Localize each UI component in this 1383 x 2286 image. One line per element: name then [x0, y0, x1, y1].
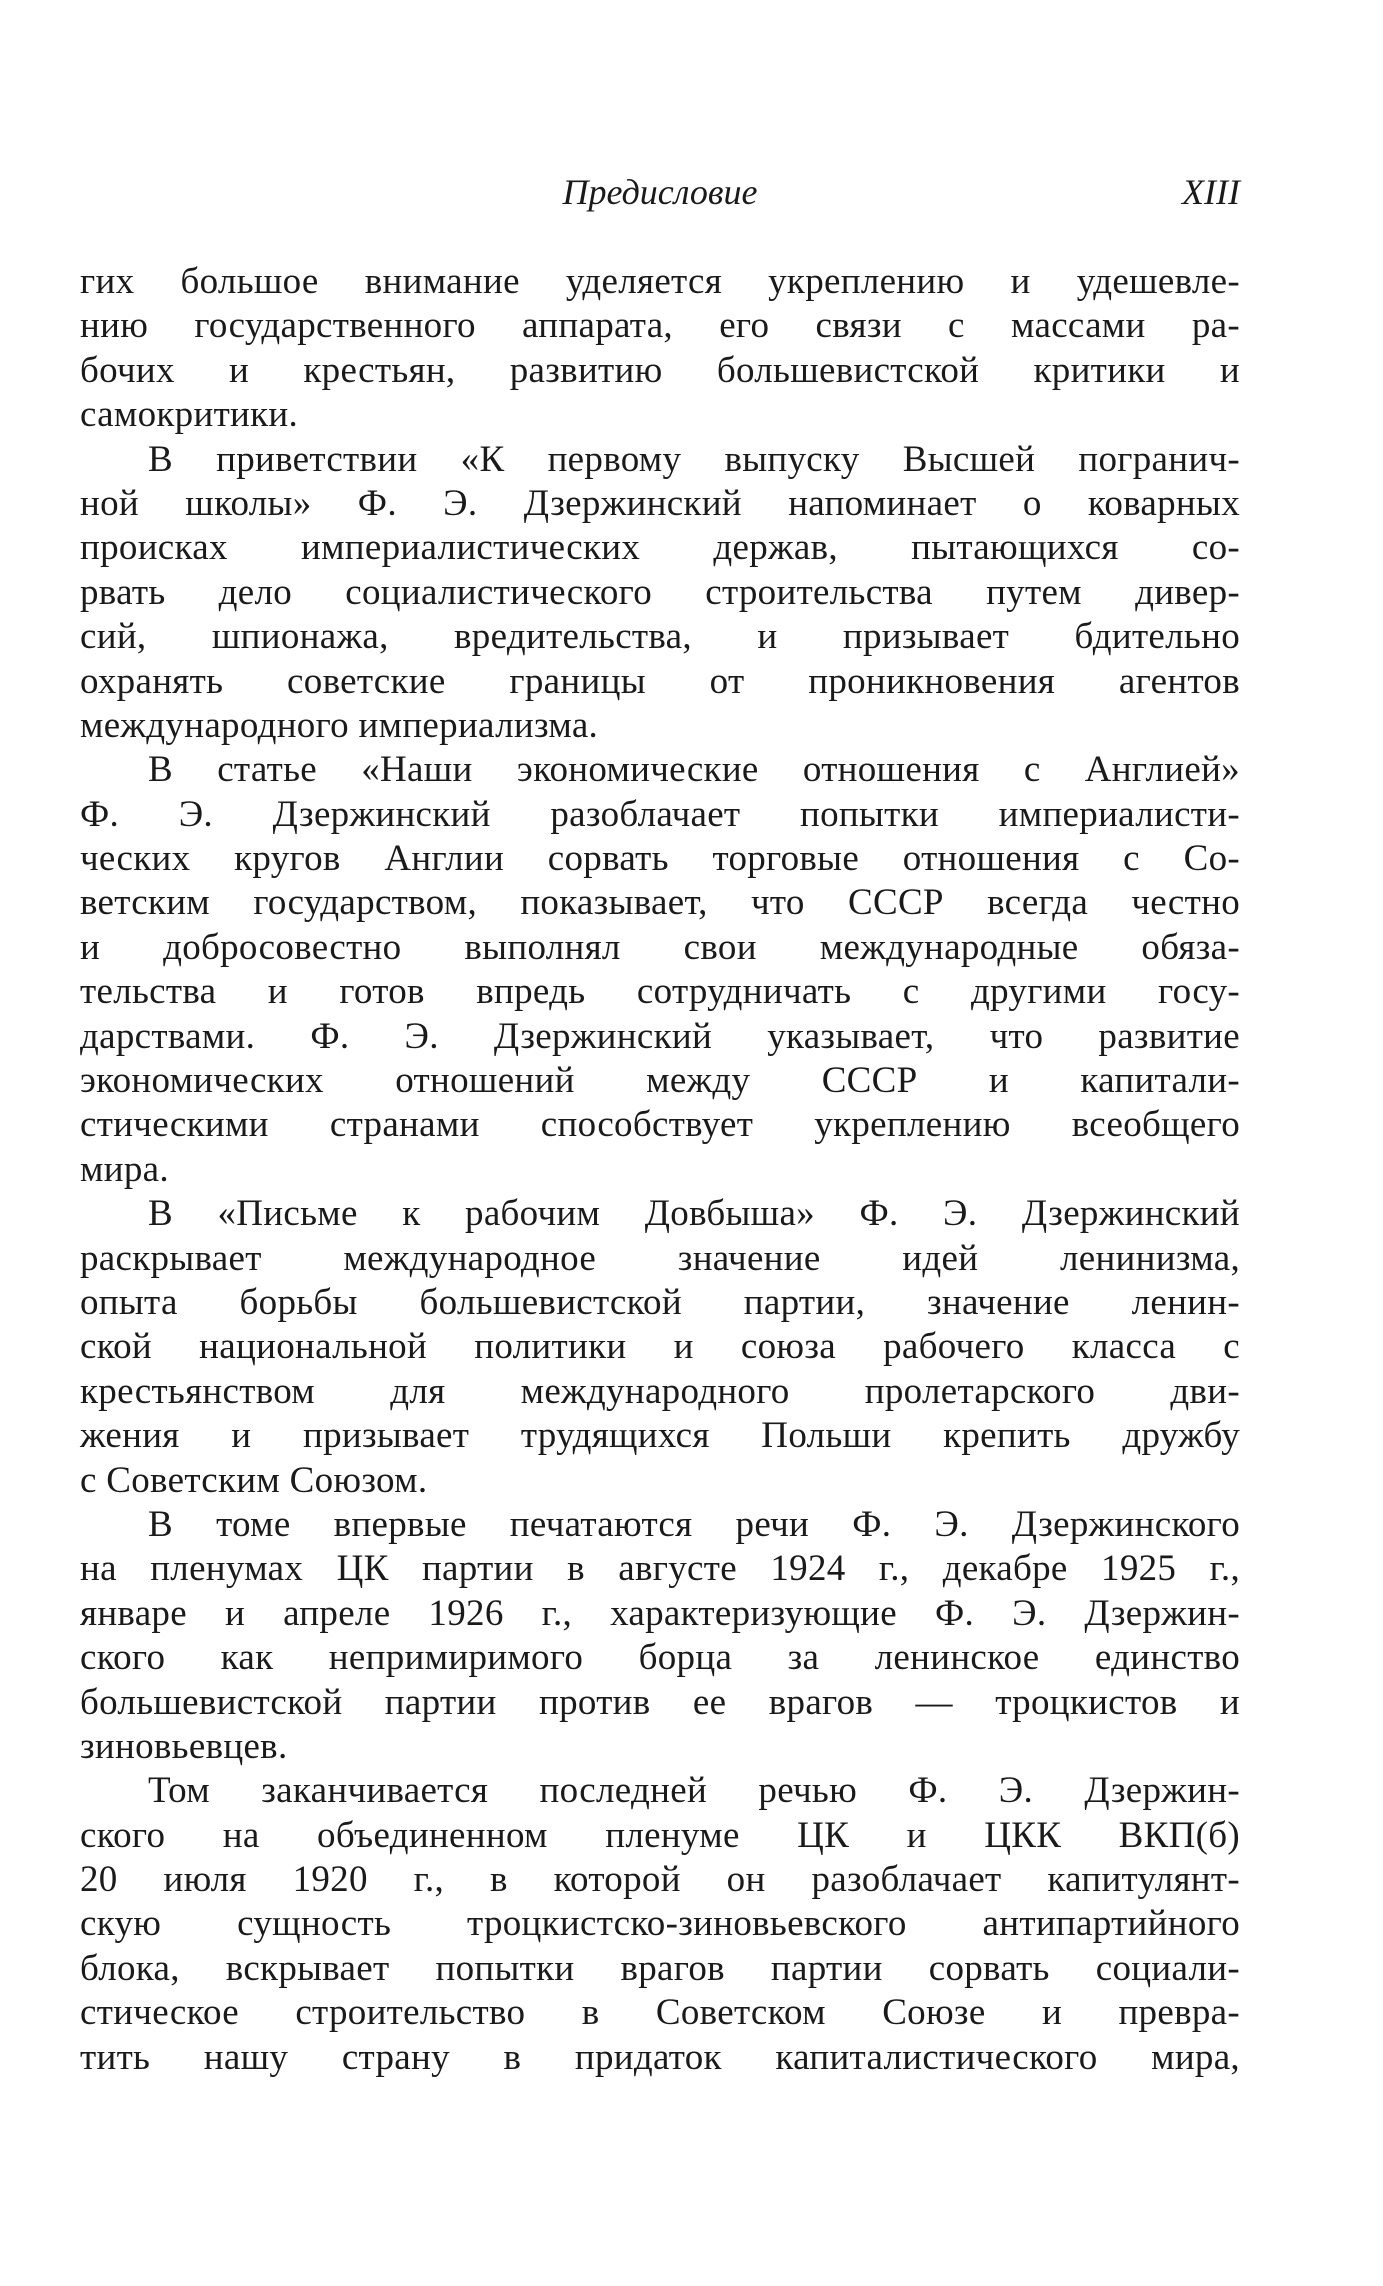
text-line: В приветствии «К первому выпуску Высшей погранич-: [148, 438, 1240, 480]
text-line: В статье «Наши экономические отношения с Англией»: [148, 749, 1240, 791]
text-line: гих большое внимание уделяется укреплению и удешевле-: [80, 261, 1240, 302]
text-line: ского на объединенном пленуме ЦК и ЦКК ВКП(б): [80, 1814, 1240, 1856]
text-line: тельства и готов впредь сотрудничать с другими госу-: [80, 971, 1240, 1013]
paragraph: [80, 748, 1240, 1192]
text-line: блока, вскрывает попытки врагов партии сорвать социали-: [80, 1947, 1240, 1989]
text-line: происках империалистических держав, пытающихся со-: [80, 527, 1240, 569]
text-line: экономических отношений между СССР и капитали-: [80, 1060, 1240, 1102]
text-line: мира.: [80, 1148, 169, 1190]
text-line: стическими странами способствует укреплению всеобщего: [80, 1104, 1240, 1146]
text-line: январе и апреле 1926 г., характеризующие Ф. Э. Дзержин-: [80, 1592, 1240, 1634]
paragraph: [80, 260, 1240, 438]
paragraph: [80, 1769, 1240, 2080]
text-line: бочих и крестьян, развитию большевистской критики и: [80, 349, 1240, 391]
text-line: крестьянством для международного пролетарского дви-: [80, 1370, 1240, 1412]
text-line: на пленумах ЦК партии в августе 1924 г., декабре 1925 г.,: [80, 1548, 1240, 1590]
text-line: стическое строительство в Советском Союзе и превра-: [80, 1992, 1240, 2034]
text-line: ского как непримиримого борца за ленинское единство: [80, 1637, 1240, 1679]
text-line: нию государственного аппарата, его связи с массами ра-: [80, 305, 1240, 347]
text-line: с Советским Союзом.: [80, 1459, 428, 1501]
text-line: зиновьевцев.: [80, 1725, 288, 1767]
text-line: международного империализма.: [80, 704, 599, 746]
paragraph: [80, 1192, 1240, 1503]
body-text: [80, 260, 1240, 2080]
text-line: и добросовестно выполнял свои международные обяза-: [80, 926, 1240, 968]
text-line: 20 июля 1920 г., в которой он разоблачает капитулянт-: [80, 1859, 1240, 1901]
text-line: дарствами. Ф. Э. Дзержинский указывает, что развитие: [80, 1015, 1240, 1057]
paragraph: [80, 438, 1240, 749]
text-line: скую сущность троцкистско-зиновьевского антипартийного: [80, 1903, 1240, 1945]
text-line: Ф. Э. Дзержинский разоблачает попытки империалисти-: [80, 793, 1240, 835]
text-line: охранять советские границы от проникновения агентов: [80, 660, 1240, 702]
page-header: [80, 168, 1240, 216]
text-line: ветским государством, показывает, что СССР всегда честно: [80, 882, 1240, 924]
text-line: раскрывает международное значение идей ленинизма,: [80, 1237, 1240, 1279]
paragraph: [80, 1503, 1240, 1769]
text-line: Том заканчивается последней речью Ф. Э. Дзержин-: [148, 1770, 1240, 1812]
text-line: опыта борьбы большевистской партии, значение ленин-: [80, 1281, 1240, 1323]
text-line: ской национальной политики и союза рабочего класса с: [80, 1326, 1240, 1368]
text-line: В «Письме к рабочим Довбыша» Ф. Э. Дзержинский: [148, 1193, 1240, 1235]
text-line: большевистской партии против ее врагов — троцкистов и: [80, 1681, 1240, 1723]
text-line: ческих кругов Англии сорвать торговые отношения с Со-: [80, 838, 1240, 880]
text-line: жения и призывает трудящихся Польши крепить дружбу: [80, 1415, 1240, 1457]
text-line: сий, шпионажа, вредительства, и призывает бдительно: [80, 616, 1240, 658]
page-number: XIII: [1182, 172, 1240, 212]
text-line: В томе впервые печатаются речи Ф. Э. Дзержинского: [148, 1503, 1240, 1545]
text-line: ной школы» Ф. Э. Дзержинский напоминает о коварных: [80, 482, 1240, 524]
text-line: рвать дело социалистического строительства путем дивер-: [80, 571, 1240, 613]
text-line: самокритики.: [80, 394, 299, 436]
text-line: тить нашу страну в придаток капиталистического мира,: [80, 2036, 1240, 2078]
running-title: Предисловие: [562, 172, 758, 212]
